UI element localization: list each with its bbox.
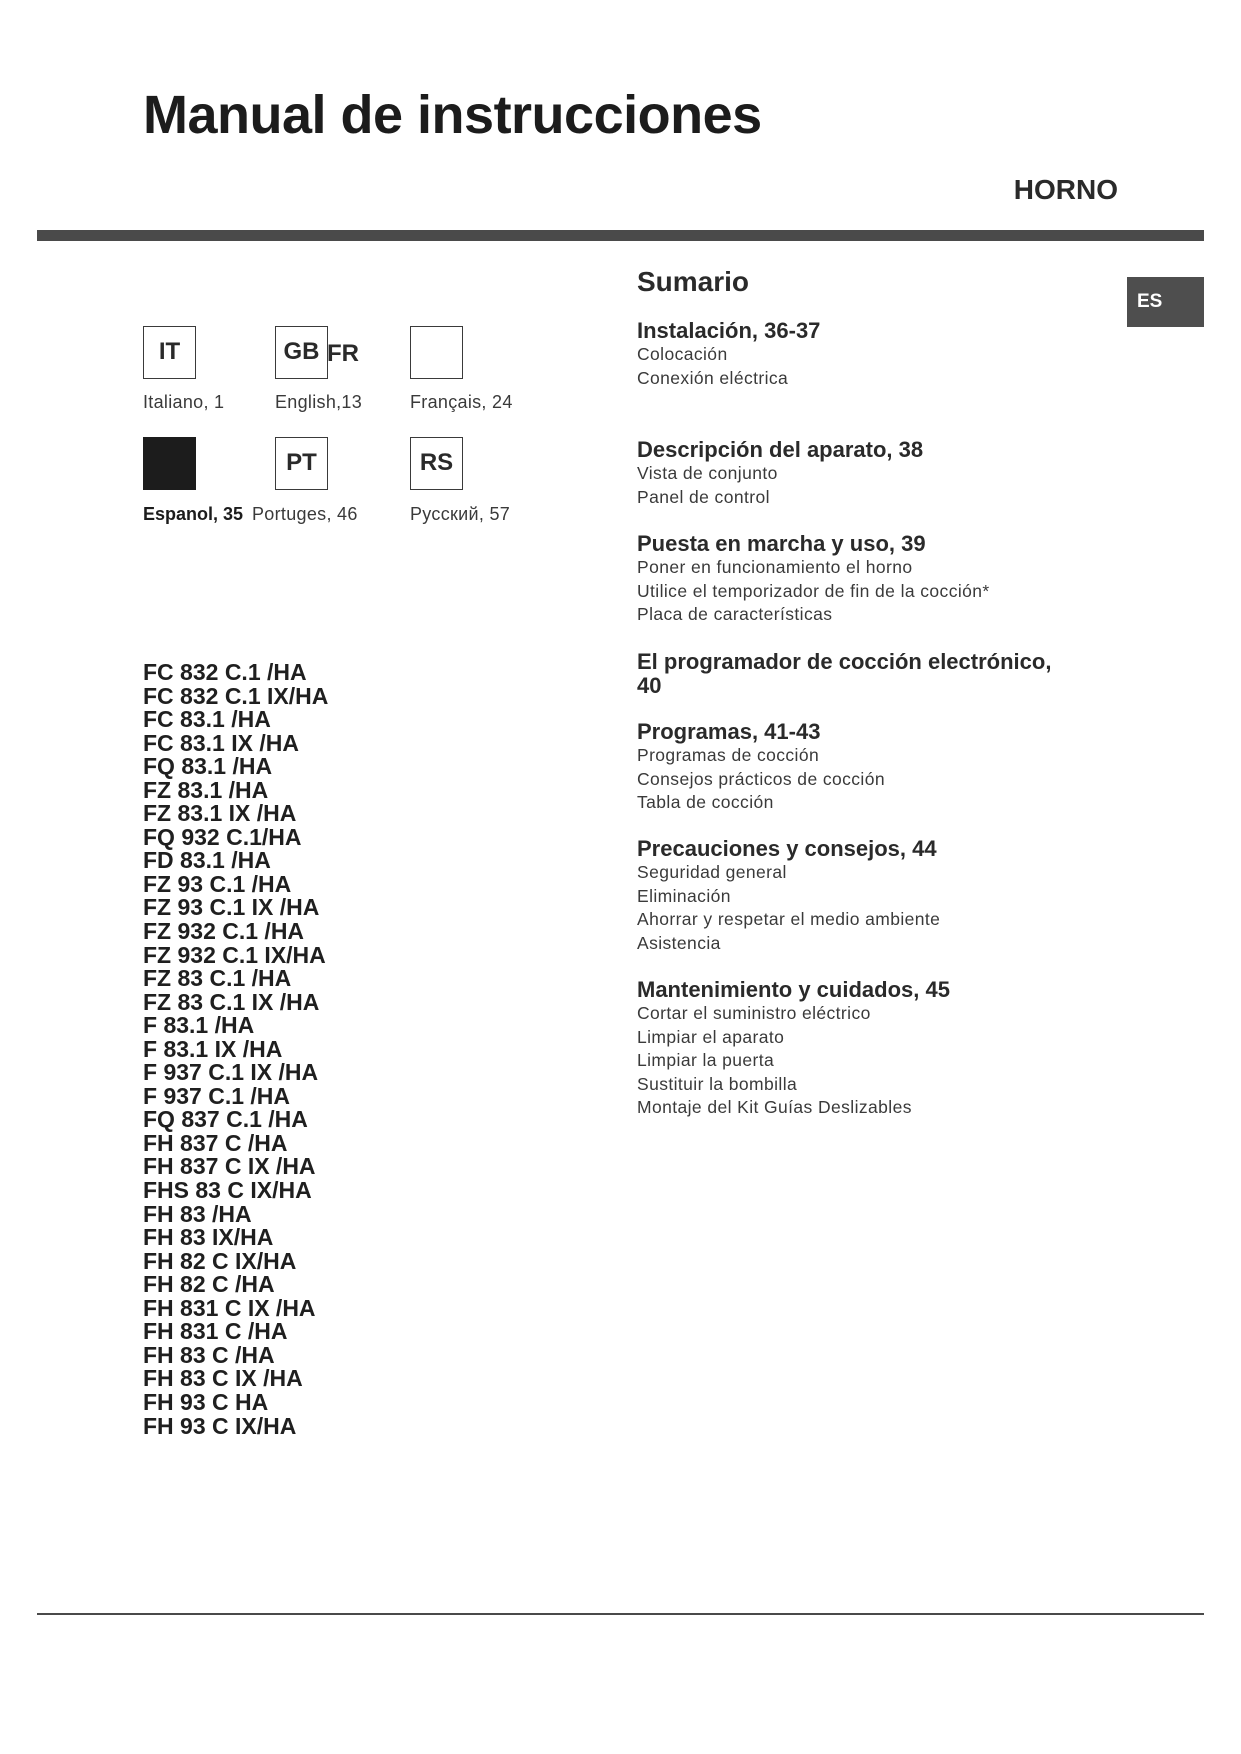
toc-section-title[interactable]: Puesta en marcha y uso, 39 bbox=[637, 531, 926, 556]
model-item: FZ 83 C.1 /HA bbox=[143, 965, 292, 992]
toc-item[interactable]: Panel de control bbox=[637, 486, 770, 507]
toc-item[interactable]: Placa de características bbox=[637, 604, 833, 624]
model-item: FH 837 C /HA bbox=[143, 1129, 288, 1156]
model-item: FH 83 C /HA bbox=[143, 1341, 275, 1368]
model-item: F 83.1 /HA bbox=[143, 1012, 255, 1039]
model-item: FH 82 C IX/HA bbox=[143, 1247, 297, 1274]
toc-section-puesta-en-marcha bbox=[637, 532, 990, 627]
toc-item[interactable]: Conexión eléctrica bbox=[637, 367, 789, 388]
lang-box-fr[interactable] bbox=[410, 326, 463, 379]
toc-item[interactable]: Asistencia bbox=[637, 932, 721, 953]
lang-box-it[interactable]: IT bbox=[143, 326, 196, 379]
model-item: F 937 C.1 IX /HA bbox=[143, 1059, 319, 1086]
toc-item[interactable]: Eliminación bbox=[637, 885, 731, 906]
lang-label-gb[interactable]: English,13 bbox=[275, 392, 363, 412]
header-divider bbox=[37, 230, 1204, 241]
model-item: FZ 83.1 IX /HA bbox=[143, 800, 297, 827]
toc-item[interactable]: Poner en funcionamiento el horno bbox=[637, 557, 913, 577]
toc-item[interactable]: Cortar el suministro eléctrico bbox=[637, 1003, 871, 1023]
model-item: FH 83 /HA bbox=[143, 1200, 252, 1227]
toc-item[interactable]: Montaje del Kit Guías Deslizables bbox=[637, 1097, 912, 1117]
model-item: FH 831 C IX /HA bbox=[143, 1294, 316, 1321]
toc-heading: Sumario bbox=[637, 266, 750, 297]
model-item: FH 831 C /HA bbox=[143, 1318, 288, 1345]
model-item: FH 93 C IX/HA bbox=[143, 1412, 297, 1439]
model-item: FQ 83.1 /HA bbox=[143, 753, 273, 780]
toc-item[interactable]: Utilice el temporizador de fin de la cocción* bbox=[637, 580, 990, 601]
toc-item[interactable]: Colocación bbox=[637, 344, 728, 364]
toc-section-title[interactable]: Precauciones y consejos, 44 bbox=[637, 836, 937, 861]
model-item: FZ 83.1 /HA bbox=[143, 776, 269, 803]
toc-item[interactable]: Programas de cocción bbox=[637, 745, 820, 765]
toc-item[interactable]: Seguridad general bbox=[637, 862, 787, 882]
toc-item[interactable]: Ahorrar y respetar el medio ambiente bbox=[637, 909, 941, 929]
model-item: FH 82 C /HA bbox=[143, 1271, 275, 1298]
model-list bbox=[143, 661, 328, 1438]
toc-section-instalacion bbox=[637, 319, 820, 390]
toc-section-precauciones bbox=[637, 837, 940, 955]
model-item: FH 93 C HA bbox=[143, 1388, 269, 1415]
model-item: FH 83 IX/HA bbox=[143, 1224, 274, 1251]
model-item: FC 83.1 IX /HA bbox=[143, 729, 299, 756]
toc-item[interactable]: Vista de conjunto bbox=[637, 463, 778, 483]
toc-section-title[interactable]: Instalación, 36-37 bbox=[637, 318, 821, 343]
toc-section-title[interactable]: Programas, 41-43 bbox=[637, 719, 821, 744]
model-item: FC 832 C.1 IX/HA bbox=[143, 682, 329, 709]
toc-section-programador bbox=[637, 650, 1051, 698]
toc-section-mantenimiento bbox=[637, 978, 950, 1120]
model-item: FQ 932 C.1/HA bbox=[143, 823, 302, 850]
lang-label-rs[interactable]: Русский, 57 bbox=[410, 504, 511, 524]
lang-label-pt[interactable]: Portuges, 46 bbox=[252, 504, 358, 524]
model-item: F 83.1 IX /HA bbox=[143, 1035, 283, 1062]
page-title: Manual de instrucciones bbox=[143, 85, 762, 145]
model-item: FHS 83 C IX/HA bbox=[143, 1177, 312, 1204]
lang-box-es-selected[interactable] bbox=[143, 437, 196, 490]
toc-section-title[interactable]: El programador de cocción electrónico, bbox=[637, 649, 1052, 674]
toc-section-programas bbox=[637, 720, 885, 815]
lang-label-it[interactable]: Italiano, 1 bbox=[143, 392, 225, 412]
lang-box-pt[interactable]: PT bbox=[275, 437, 328, 490]
model-item: FC 832 C.1 /HA bbox=[143, 659, 307, 685]
footer-divider bbox=[37, 1613, 1204, 1615]
lang-box-rs[interactable]: RS bbox=[410, 437, 463, 490]
toc-section-title-page[interactable]: 40 bbox=[637, 673, 662, 698]
model-item: FH 83 C IX /HA bbox=[143, 1365, 303, 1392]
toc-section-descripcion bbox=[637, 438, 923, 509]
model-item: FZ 93 C.1 IX /HA bbox=[143, 894, 320, 921]
toc-section-title[interactable]: Descripción del aparato, 38 bbox=[637, 437, 924, 462]
toc-item[interactable]: Consejos prácticos de cocción bbox=[637, 768, 885, 789]
model-item: FZ 83 C.1 IX /HA bbox=[143, 988, 320, 1015]
model-item: FQ 837 C.1 /HA bbox=[143, 1106, 308, 1133]
lang-box-gb[interactable]: GB bbox=[275, 326, 328, 379]
lang-label-fr[interactable]: Français, 24 bbox=[410, 392, 513, 412]
model-item: F 937 C.1 /HA bbox=[143, 1082, 290, 1109]
product-name: HORNO bbox=[1013, 174, 1118, 205]
toc-section-title[interactable]: Mantenimiento y cuidados, 45 bbox=[637, 977, 950, 1002]
toc-item[interactable]: Limpiar la puerta bbox=[637, 1050, 775, 1070]
model-item: FD 83.1 /HA bbox=[143, 847, 271, 874]
model-item: FH 837 C IX /HA bbox=[143, 1153, 316, 1180]
model-item: FZ 932 C.1 IX/HA bbox=[143, 941, 326, 968]
model-item: FC 83.1 /HA bbox=[143, 706, 271, 733]
lang-label-es[interactable]: Espanol, 35 bbox=[143, 504, 244, 524]
toc-item[interactable]: Limpiar el aparato bbox=[637, 1026, 785, 1047]
lang-box-fr-overlap: FR bbox=[327, 340, 359, 367]
toc-item[interactable]: Sustituir la bombilla bbox=[637, 1073, 798, 1094]
toc-item[interactable]: Tabla de cocción bbox=[637, 792, 774, 812]
model-item: FZ 932 C.1 /HA bbox=[143, 918, 305, 945]
language-tab: ES bbox=[1127, 277, 1204, 327]
model-item: FZ 93 C.1 /HA bbox=[143, 870, 292, 897]
